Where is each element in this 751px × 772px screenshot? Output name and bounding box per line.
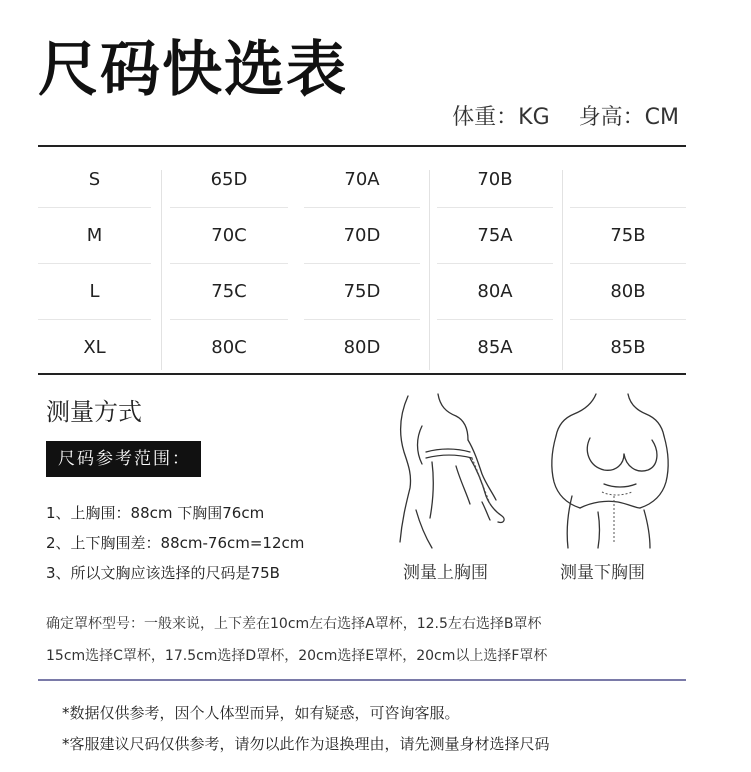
- footer-divider: [38, 679, 686, 681]
- upper-bust-caption: 测量上胸围: [403, 563, 488, 583]
- cup-note-line-2: 15cm选择C罩杯，17.5cm选择D罩杯，20cm选择E罩杯，20cm以上选择F罩杯: [46, 648, 548, 664]
- weight-unit: 体重：KG: [452, 105, 550, 130]
- cup-cell: [570, 152, 686, 208]
- cup-cell: 70A: [304, 152, 420, 208]
- table-row: [38, 320, 686, 376]
- table-bottom-divider: [38, 373, 686, 375]
- cup-cell: 70B: [437, 152, 553, 208]
- lower-bust-caption: 测量下胸围: [560, 563, 645, 583]
- cup-cell: 80C: [211, 337, 247, 358]
- table-row: [38, 264, 686, 320]
- cup-cell: 85B: [610, 337, 646, 358]
- upper-bust-figure-illustration: [386, 392, 526, 550]
- size-table: [38, 152, 686, 376]
- units-legend: [430, 100, 679, 131]
- measure-steps: [46, 498, 304, 588]
- cup-cell: 80A: [437, 264, 553, 320]
- step-1: 1、上胸围：88cm 下胸围76cm: [46, 504, 265, 522]
- step-2: 2、上下胸围差：88cm-76cm=12cm: [46, 534, 305, 552]
- cup-cell: 75D: [304, 264, 420, 320]
- cup-cell: 80D: [343, 337, 381, 358]
- cup-cell: 75A: [437, 208, 553, 264]
- footer-disclaimer-1: *数据仅供参考，因个人体型而异，如有疑惑，可咨询客服。: [62, 704, 460, 722]
- page-title: 尺码快选表: [38, 35, 348, 105]
- table-row: [38, 152, 686, 208]
- size-label: S: [38, 152, 151, 208]
- size-label: L: [38, 264, 151, 320]
- cup-cell: 85A: [477, 337, 513, 358]
- lower-bust-figure-illustration: [544, 392, 684, 550]
- size-label: XL: [83, 337, 106, 358]
- cup-cell: 80B: [570, 264, 686, 320]
- footer-disclaimer-2: *客服建议尺码仅供参考，请勿以此作为退换理由，请先测量身材选择尺码: [62, 735, 550, 753]
- size-range-tag: 尺码参考范围：: [46, 441, 201, 477]
- size-label: M: [38, 208, 151, 264]
- cup-cell: 75B: [570, 208, 686, 264]
- cup-cell: 70C: [170, 208, 288, 264]
- measure-section-title: 测量方式: [46, 398, 142, 426]
- cup-cell: 75C: [170, 264, 288, 320]
- header-divider: [38, 145, 686, 147]
- table-row: [38, 208, 686, 264]
- cup-note-line-1: 确定罩杯型号：一般来说，上下差在10cm左右选择A罩杯，12.5左右选择B罩杯: [46, 616, 542, 632]
- cup-cell: 70D: [304, 208, 420, 264]
- step-3: 3、所以文胸应该选择的尺码是75B: [46, 564, 280, 582]
- cup-cell: 65D: [170, 152, 288, 208]
- height-unit: 身高：CM: [578, 105, 679, 130]
